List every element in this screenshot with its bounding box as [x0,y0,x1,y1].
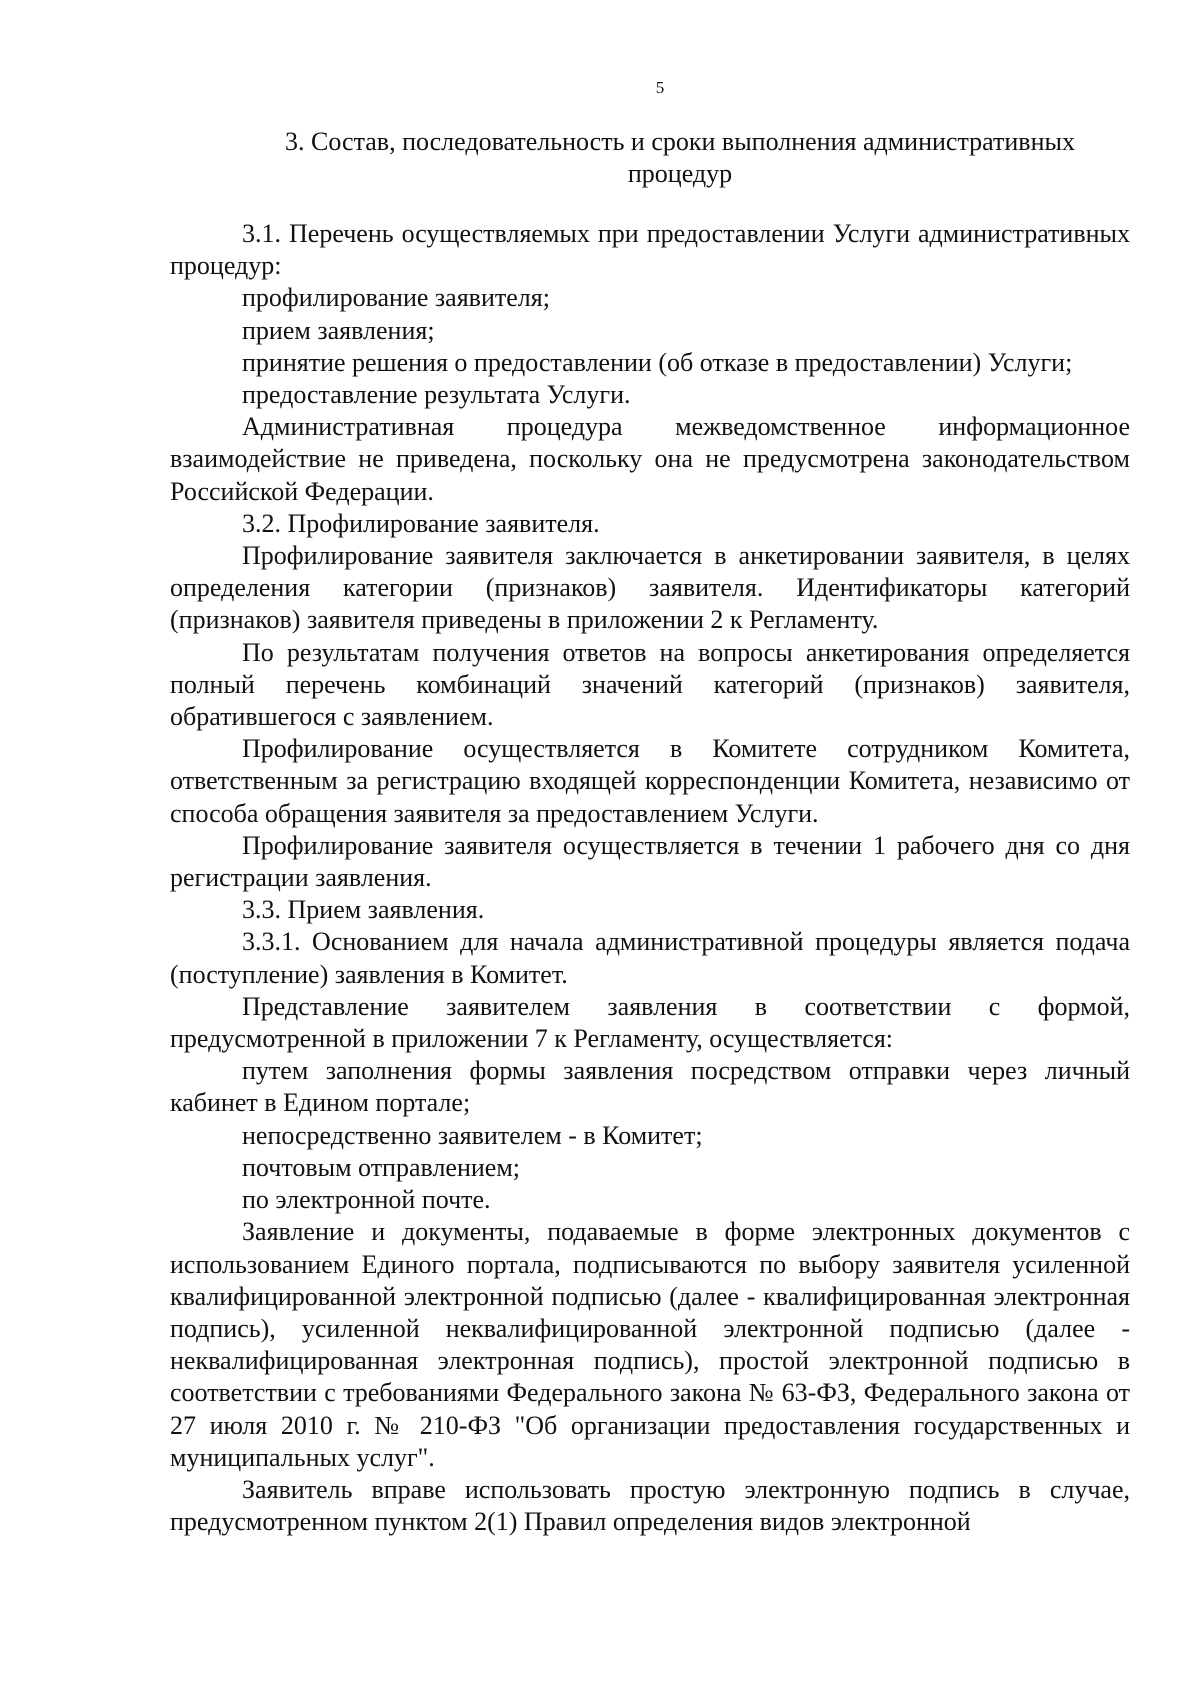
subsection-heading: 3.3. Прием заявления. [242,895,485,925]
paragraph: Административная процедура межведомственное информационное взаимодействие не приведена, поскольку она не предусмотрена законодательством Российской Федерации. [170,412,1130,506]
paragraph: Заявление и документы, подаваемые в форме электронных документов с использованием Единого портала, подписываются по выбору заявителя усиленной квалифицированной электронной подписью (далее - квалифицированная электронная подпись), усиленной неквалифицированной электронной подписью (далее - неквалифицированная электронная подпись), простой электронной подписью в соответствии с требованиями Федерального закона № 63-ФЗ, Федерального закона от 27 июля 2010 г. № 210-ФЗ "Об организации предоставления государственных и муниципальных услуг". [170,1217,1130,1472]
body-text [170,218,1130,1538]
list-item: путем заполнения формы заявления посредством отправки через личный кабинет в Едином портале; [170,1056,1130,1118]
paragraph: Представление заявителем заявления в соответствии с формой, предусмотренной в приложении 7 к Регламенту, осуществляется: [170,991,1130,1054]
paragraph: По результатам получения ответов на вопросы анкетирования определяется полный перечень комбинаций значений категорий (признаков) заявителя, обратившегося с заявлением. [170,637,1130,732]
paragraph: 3.3.1. Основанием для начала административной процедуры является подача (поступление) заявления в Комитет. [170,927,1130,989]
list-item: почтовым отправлением; [242,1152,521,1182]
list-item: предоставление результата Услуги. [242,380,631,410]
list-item: непосредственно заявителем - в Комитет; [242,1120,703,1150]
list-item: принятие решения о предоставлении (об отказе в предоставлении) Услуги; [242,347,1073,377]
paragraph: 3.1. Перечень осуществляемых при предоставлении Услуги административных процедур: [170,219,1130,281]
paragraph: Профилирование заявителя осуществляется в течении 1 рабочего дня со дня регистрации заявления. [170,830,1130,893]
subsection-heading: 3.2. Профилирование заявителя. [242,508,600,538]
section-heading: 3. Состав, последовательность и сроки выполнения административных процедур [285,127,1075,188]
list-item: профилирование заявителя; [242,283,550,313]
paragraph: Заявитель вправе использовать простую электронную подпись в случае, предусмотренном пунктом 2(1) Правил определения видов электронной [170,1474,1130,1537]
paragraph: Профилирование заявителя заключается в анкетировании заявителя, в целях определения категории (признаков) заявителя. Идентификаторы категорий (признаков) заявителя приведены в приложении 2 к Регламенту. [170,541,1130,635]
list-item: по электронной почте. [242,1185,491,1215]
page-number: 5 [655,78,665,97]
paragraph: Профилирование осуществляется в Комитете сотрудником Комитета, ответственным за регистрацию входящей корреспонденции Комитета, независимо от способа обращения заявителя за предоставлением Услуги. [170,734,1130,828]
list-item: прием заявления; [242,315,435,345]
